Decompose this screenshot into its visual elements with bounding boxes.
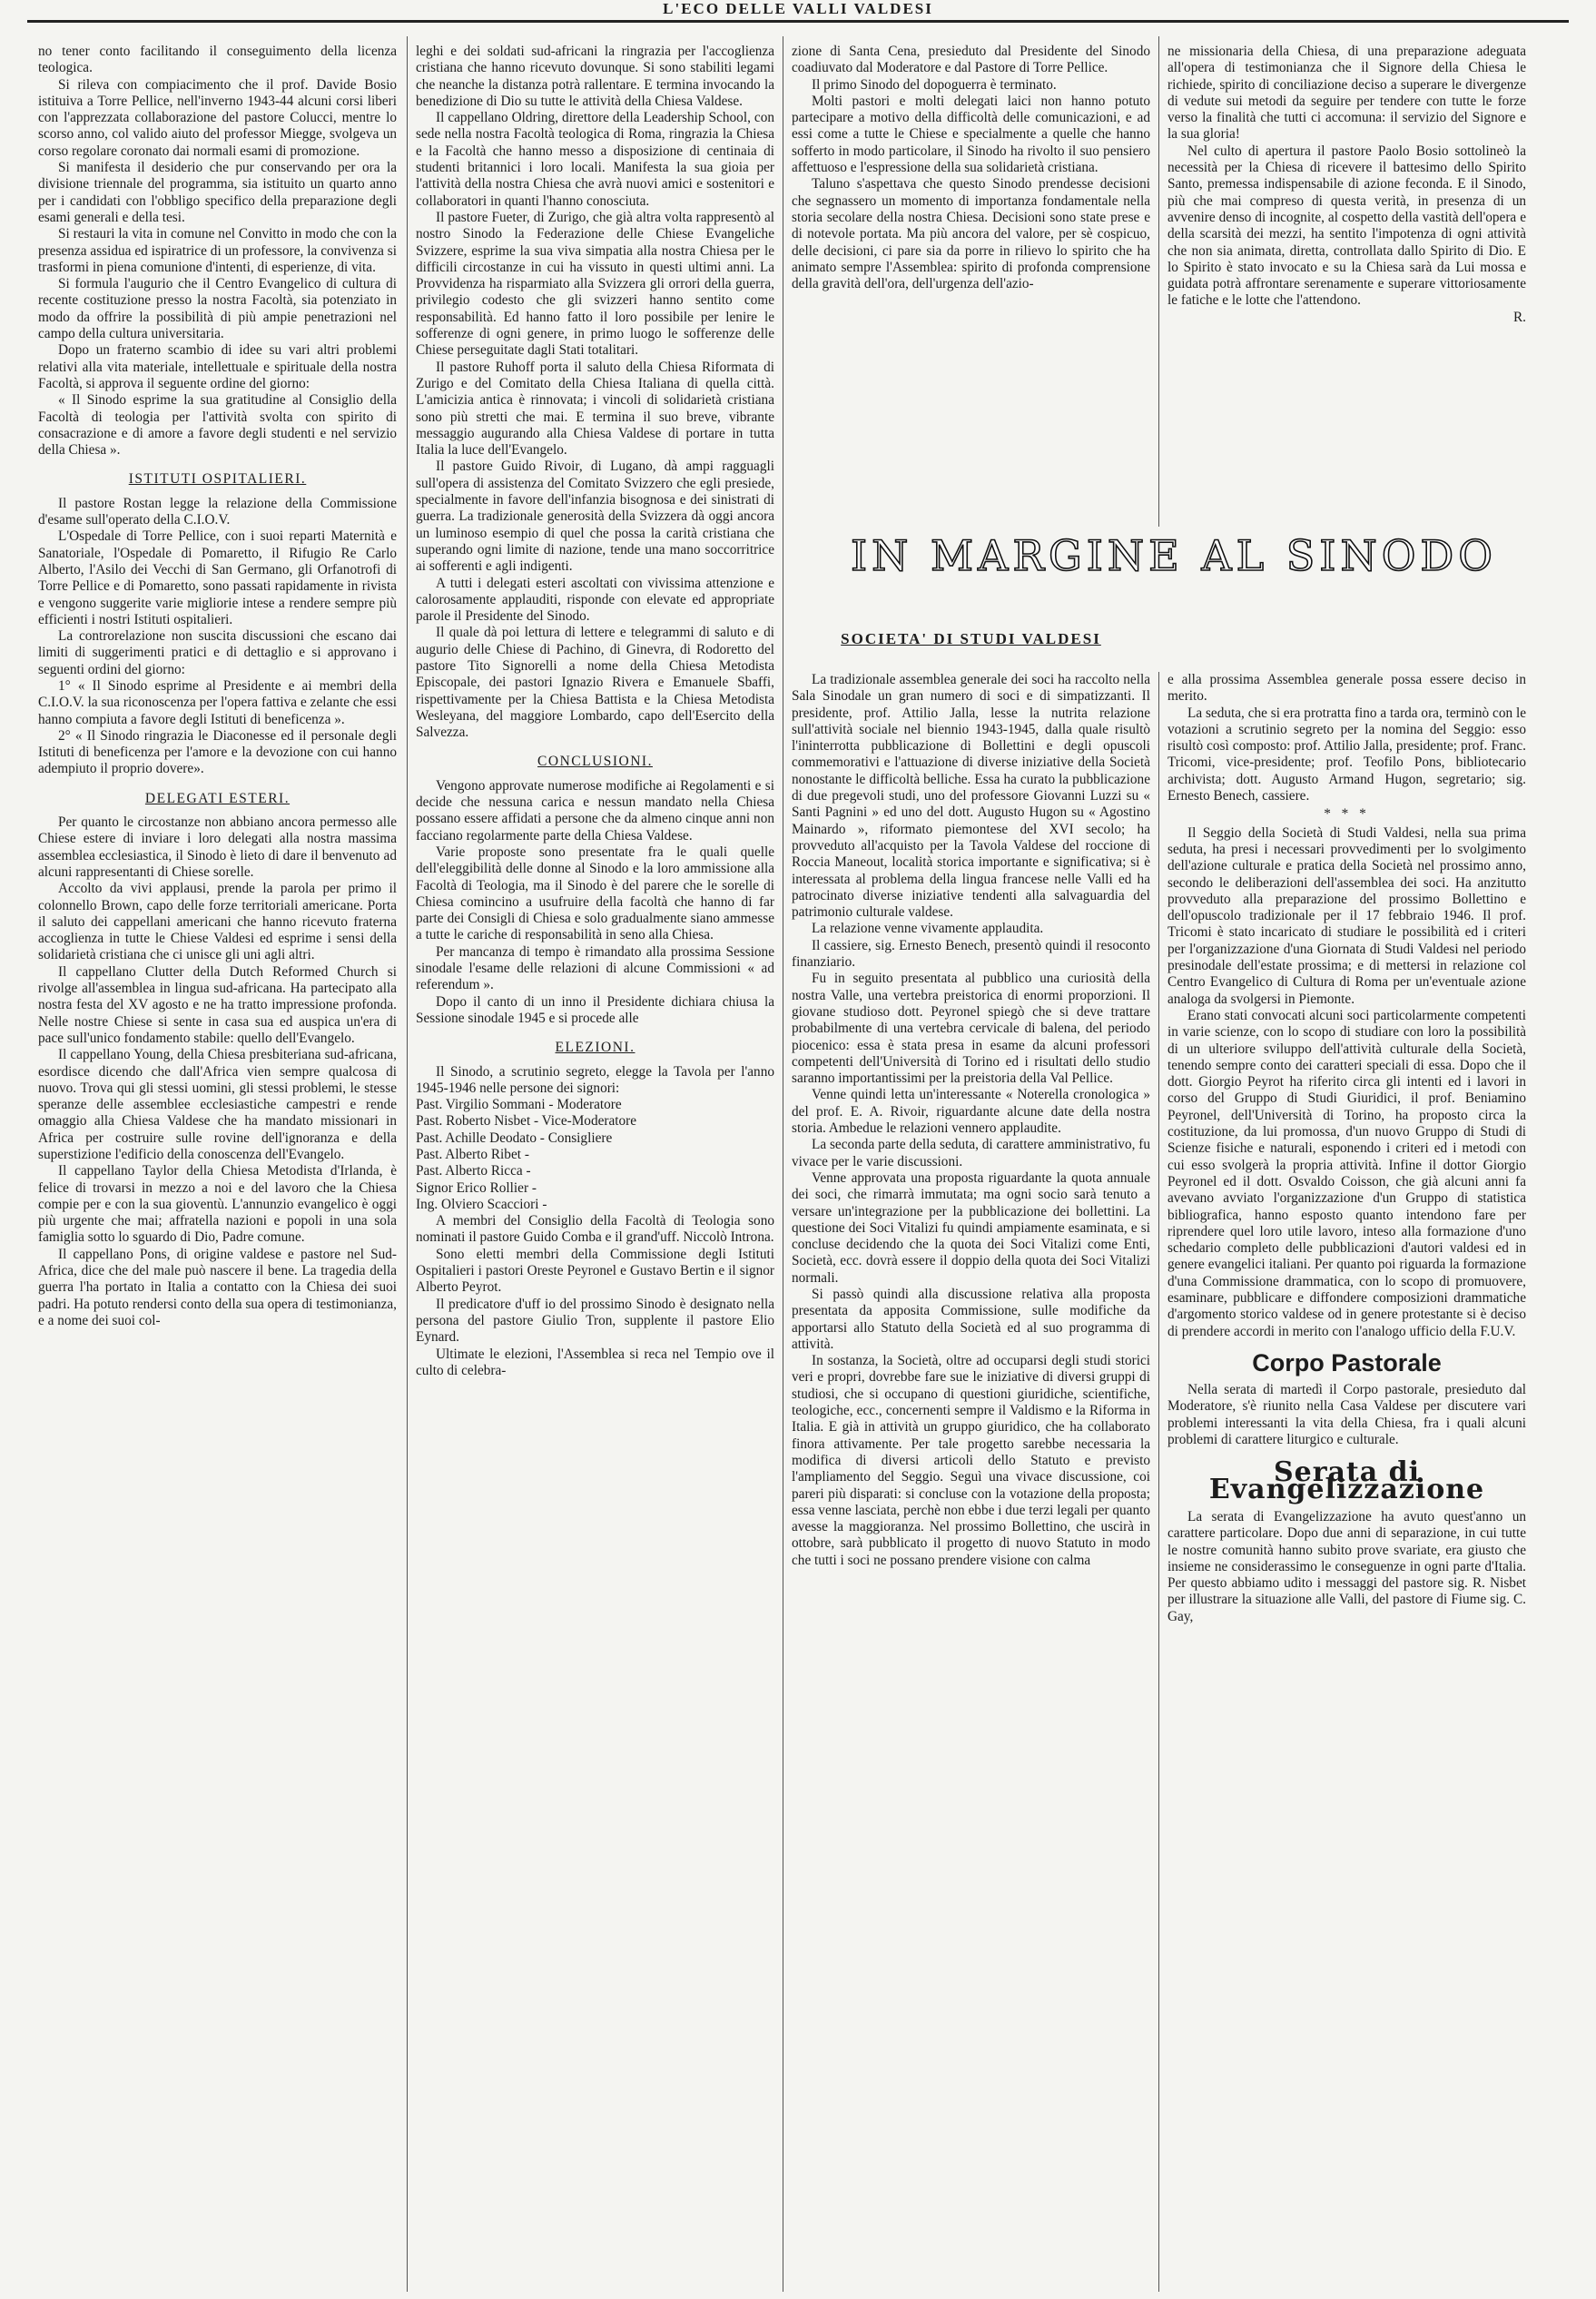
paragraph: Erano stati convocati alcuni soci particolarmente competenti in varie scienze, con lo scopo di studiare con loro la possibilità di un ulteriore sviluppo dell'attività culturale della Società, tenendo sempre conto dei caratteri speciali di essa. Dopo che il dott. Giorgio Peyrot ha riferito circa gli intenti ed i lavori in corso del Gruppo di Studi Giuridici, il prof. Beniamino Peyronel, dell'Università di Torino, ha proposto circa la costituzione, da lui promossa, d'un nuovo Gruppo di Studi di Scienze fisiche e naturali, esponendo i criteri ed i metodi con cui esso svolgerà la propria attività. Infine il dottor Giorgio Peyronel ed il dott. Osvaldo Coisson, che già alcuni anni fa avevano avviato l'organizzazione d'un Gruppo di statistica bibliografica, hanno esposto quanto intendono fare per riprendere quel loro utile lavoro, inteso alla formazione d'uno schedario completo delle pubblicazioni d'autori valdesi ed in genere evangelici italiani. Per quanto poi riguarda la formazione d'una Commissione drammatica, con lo scopo di promuovere, esaminare, pubblicare e diffondere composizioni drammatiche d'argomento storico valdese od in genere protestante si è deciso di prendere accordi in merito con l'analogo ufficio della F.U.V. <box>1167 1007 1526 1339</box>
paragraph: Venne approvata una proposta riguardante la quota annuale dei soci, che rimarrà immutata; ma ogni socio sarà tenuto a versare un'integrazione per la pubblicazione dei bollettini. La questione dei Soci Vitalizi fu quindi ampiamente esaminata, e si concluse decidendo che la quota dei Soci Vitalizi come Enti, Società, ecc. dovrà essere il doppio della quota dei Soci Vitalizi normali. <box>792 1169 1150 1286</box>
paragraph: La serata di Evangelizzazione ha avuto quest'anno un carattere particolare. Dopo due anni di separazione, in cui tutte le nostre comunità hanno subito prove svariate, era giusto che insieme ne considerassimo le conseguenze in ogni parte d'Italia. Per questo abbiamo udito i messaggi del pastore sig. R. Nisbet per illustrare la situazione alle Valli, del pastore di Fiume sig. C. Gay, <box>1167 1508 1526 1624</box>
paragraph: Dopo un fraterno scambio di idee su vari altri problemi relativi alla vita materiale, intellettuale e spirituale della nostra Facoltà, si approva il seguente ordine del giorno: <box>38 342 397 391</box>
section-heading: CONCLUSIONI. <box>537 754 653 770</box>
paragraph: no tener conto facilitando il conseguimento della licenza teologica. <box>38 44 397 76</box>
column-1 <box>38 44 397 2292</box>
paragraph: A tutti i delegati esteri ascoltati con vivissima attenzione e calorosamente applauditi, risponde con elevate ed appropriate parole il Presidente del Sinodo. <box>416 575 774 625</box>
paragraph: Per mancanza di tempo è rimandato alla prossima Sessione sinodale l'esame delle relazioni di alcune Commissioni « ad referendum ». <box>416 943 774 993</box>
paragraph: 1° « Il Sinodo esprime al Presidente e ai membri della C.I.O.V. la sua riconoscenza per l'opera fattiva e zelante che essi hanno compiuta a favore degli Istituti di beneficenza ». <box>38 677 397 727</box>
column-rule <box>407 36 408 2292</box>
paragraph: La relazione venne vivamente applaudita. <box>812 921 1044 937</box>
paragraph: Il primo Sinodo del dopoguerra è terminato. <box>812 76 1057 93</box>
paragraph: La controrelazione non suscita discussioni che escano dai limiti di suggerimenti pratici e di dettaglio e si approvano i seguenti ordini del giorno: <box>38 628 397 677</box>
list-item: Past. Alberto Ribet - <box>416 1147 529 1162</box>
paragraph: Per quanto le circostanze non abbiano ancora permesso alle Chiese estere di inviare i loro delegati alla nostra massima assemblea ecclesiastica, il Sinodo è lieto di dare il benvenuto ad alcuni rappresentanti di Chiese sorelle. <box>38 814 397 880</box>
list-item: Past. Alberto Ricca - <box>416 1163 531 1179</box>
list-item: Signor Erico Rollier - <box>416 1179 537 1196</box>
section-separator: * * * <box>1324 806 1370 823</box>
paragraph: Il pastore Rostan legge la relazione della Commissione d'esame sull'operato della C.I.O.V. <box>38 495 397 528</box>
paragraph: 2° « Il Sinodo ringrazia le Diaconesse ed il personale degli Istituti di beneficenza per l'amore e la devozione con cui hanno adempiuto il proprio dovere». <box>38 727 397 777</box>
paragraph: Si passò quindi alla discussione relativa alla proposta presentata da apposita Commissione, sulle modifiche da apportarsi allo Statuto della Società ed al suo programma di attività. <box>792 1286 1150 1352</box>
paragraph: Vengono approvate numerose modifiche ai Regolamenti e si decide che nessuna carica e nessun mandato nella Chiesa possano essere affidati a persone che da almeno cinque anni non facciano regolarmente parte della Chiesa Valdese. <box>416 777 774 844</box>
paragraph: ne missionaria della Chiesa, di una preparazione adeguata all'opera di testimonianza che il Signore della Chiesa le richiede, spirito di conciliazione deciso a superare le divergenze di vedute sui metodi da seguire per tendere con tutte le forze verso la finalità che tutti ci accomuna: il servizio del Signore e la sua gloria! <box>1167 44 1526 143</box>
paragraph: Il pastore Ruhoff porta il saluto della Chiesa Riformata di Zurigo e del Comitato della Chiesa Italiana di quella città. L'amicizia antica è rinnovata; i vincoli di solidarietà cristiana sono più stretti che mai. E termina il suo breve, vibrante messaggio augurando alla Chiesa Valdese di portare in tutta Italia la luce dell'Evangelo. <box>416 359 774 459</box>
list-item: Past. Roberto Nisbet - Vice-Moderatore <box>416 1113 637 1130</box>
paragraph: Il Seggio della Società di Studi Valdesi, nella sua prima seduta, ha presi i necessari provvedimenti per lo svolgimento dell'azione culturale e pratica della Società nel prossimo anno, secondo le deliberazioni dell'assemblea dei soci. Ha anzitutto provveduto alla preparazione del prossimo Bollettino e dell'opuscolo tradizionale per il 17 febbraio 1946. Il prof. Tricomi è stato incaricato di studiare le possibilità ed i criteri per l'organizzazione d'una Giornata di Studi Valdesi nel periodo presinodale dell'estate prossima; e di mettersi in relazione col Centro Evangelico di Cultura di Roma per un'eventuale azione analoga da svolgersi in Piemonte. <box>1167 824 1526 1007</box>
paragraph: Il cappellano Pons, di origine valdese e pastore nel Sud-Africa, dice che del male può nascere il bene. La tragedia della guerra l'ha portato in Italia a contatto con la Chiesa dei suoi padri. Ha potuto rendersi conto della sua opera di testimonianza, e a nome dei suoi col- <box>38 1246 397 1328</box>
paragraph: Si rileva con compiacimento che il prof. Davide Bosio istituiva a Torre Pellice, nell'inverno 1943-44 alcuni corsi liberi con l'apprezzata collaborazione del pastore Colucci, mentre lo scorso anno, col valido aiuto del professor Miegge, svolgeva un corso regolare coronato dai normali esami di promozione. <box>38 76 397 159</box>
paragraph: Il cappellano Oldring, direttore della Leadership School, con sede nella nostra Facoltà teologica di Roma, ringrazia la Chiesa e la Facoltà che hanno messo a disposizione di centinaia di studenti britannici i loro locali. Manifesta la sua gioia per l'attività della nostra Chiesa che avrà nuovi amici e sostenitori e collaboratori in quanti l'hanno conosciuta. <box>416 110 774 209</box>
list-item: Ing. Olviero Scacciori - <box>416 1196 547 1212</box>
serata-heading: Serata di Evangelizzazione <box>1208 1456 1485 1505</box>
paragraph: Si manifesta il desiderio che pur conservando per ora la divisione triennale del programma, sia istituito un quarto anno per i candidati con l'obbligo specifico della preparazione degli esami generali e della tesi. <box>38 160 397 225</box>
paragraph: Il Sinodo, a scrutinio segreto, elegge la Tavola per l'anno 1945-1946 nelle persone dei signori: <box>416 1063 774 1096</box>
signature: R. <box>1512 309 1526 325</box>
paragraph: Dopo il canto di un inno il Presidente dichiara chiusa la Sessione sinodale 1945 e si procede alle <box>416 993 774 1026</box>
paragraph: Il pastore Guido Rivoir, di Lugano, dà ampi ragguagli sull'opera di assistenza del Comitato Svizzero che egli presiede, specialmente in favore dell'infanzia bisognosa e dei sinistrati di guerra. La tradizionale generosità della Svizzera dà oggi ancora un luminoso esempio di quel che possa la carità cristiana che superando ogni limite di nazione, tende una mano soccorritrice ai sofferenti e agli indigenti. <box>416 459 774 575</box>
paragraph: Varie proposte sono presentate fra le quali quelle dell'eleggibilità delle donne al Sinodo e la loro ammissione alla Facoltà di Teologia, ma il Sinodo è del parere che le sorelle di Chiesa comincino a usufruire della facoltà che hanno di far parte dei Consigli di Chiesa e solo gradualmente siano ammesse a tutte le cariche di responsabilità in seno alla Chiesa. <box>416 844 774 943</box>
paragraph: Venne quindi letta un'interessante « Noterella cronologica » del prof. E. A. Rivoir, riguardante alcune date della nostra storia. Ambedue le relazioni vennero applaudite. <box>792 1087 1150 1137</box>
paragraph: Si restauri la vita in comune nel Convitto in modo che con la presenza assidua ed ispiratrice di un professore, la convivenza si trasformi in piena comunione d'intenti, di esperienze, di vita. <box>38 226 397 275</box>
paragraph: Ultimate le elezioni, l'Assemblea si reca nel Tempio ove il culto di celebra- <box>416 1346 774 1378</box>
section-heading: ELEZIONI. <box>555 1040 635 1056</box>
paragraph: Si formula l'augurio che il Centro Evangelico di cultura di recente costituzione presso la nostra Facoltà, sia potenziato in modo da offrire la possibilità di più ampie penetrazioni nel campo della cultura universitaria. <box>38 276 397 342</box>
main-headline: IN MARGINE AL SINODO <box>851 531 1497 580</box>
corpo-pastorale-heading: Corpo Pastorale <box>1252 1348 1442 1376</box>
paragraph: Il quale dà poi lettura di lettere e telegrammi di saluto e di augurio delle Chiese di Pachino, di Ginevra, di Rodoretto del pastore Tito Signorelli a nome della Chiesa Metodista Episcopale, dei pastori Ignazio Rivera e Emanuele Sbaffi, rispettivamente per la Chiesa Battista e la Chiesa Metodista Wesleyana, del maggiore Lombardo, capo dell'Esercito della Salvezza. <box>416 625 774 741</box>
paragraph: A membri del Consiglio della Facoltà di Teologia sono nominati il pastore Guido Comba e il grand'uff. Niccolò Introna. <box>416 1213 774 1246</box>
paragraph: Sono eletti membri della Commissione degli Istituti Ospitalieri i pastori Oreste Peyronel e Gustavo Bertin e il signor Alberto Peyrot. <box>416 1246 774 1296</box>
column-3-bottom <box>792 672 1150 2292</box>
paragraph: Il cappellano Taylor della Chiesa Metodista d'Irlanda, è felice di trovarsi in mezzo a noi e del lavoro che la Chiesa compie per e con la sua gioventù. L'annunzio evangelico è oggi più urgente che mai; affratella nazioni e popoli in una sola famiglia sotto lo sguardo di Dio, Padre comune. <box>38 1163 397 1246</box>
masthead-title: L'ECO DELLE VALLI VALDESI <box>663 0 933 17</box>
paragraph: « Il Sinodo esprime la sua gratitudine al Consiglio della Facoltà di teologia per l'attività svolta con spirito di consacrazione e di amore a favore degli studenti e nel servizio della Chiesa ». <box>38 392 397 459</box>
societa-heading: SOCIETA' DI STUDI VALDESI <box>841 630 1101 647</box>
paragraph: leghi e dei soldati sud-africani la ringrazia per l'accoglienza cristiana che hanno ricevuto dovunque. Si sono stabiliti legami che neanche la distanza potrà rallentare. E termina invocando la benedizione di Dio su tutte le attività della Chiesa Valdese. <box>416 44 774 109</box>
paragraph: Il cappellano Young, della Chiesa presbiteriana sud-africana, esordisce dicendo che dall'Africa vien sempre qualcosa di nuovo. Trova qui gli stessi uomini, gli stessi problemi, le stesse speranze delle assemblee ecclesiastiche campestri e rende omaggio alla Chiesa Valdese che ha mandato missionari in Africa per costruire sulle rovine dell'ignoranza e della superstizione l'edificio della conoscenza dell'Evangelo. <box>38 1047 397 1162</box>
paragraph: Il cappellano Clutter della Dutch Reformed Church si rivolge all'assemblea in lingua sud-africana. Ha partecipato alla nostra festa del XV agosto e ne ha tratto impressione profonda. Nelle nostre Chiese si sente in casa sua ed auspica un'era di pace sull'unico fondamento stabile: quello dell'Evangelo. <box>38 963 397 1046</box>
column-rule <box>1158 36 1159 527</box>
paragraph: Fu in seguito presentata al pubblico una curiosità della nostra Valle, una vertebra preistorica di enormi proporzioni. Il giovane studioso dott. Peyronel spiegò che si deve trattare probabilmente di una vertebra cervicale di balena, del periodo piocenico: essa è stata presa in esame da alcuni professori competenti dell'Università di Torino ed i risultati dello studio saranno importantissimi per la preistoria della Val Pellice. <box>792 971 1150 1087</box>
paragraph: Nel culto di apertura il pastore Paolo Bosio sottolineò la necessità per la Chiesa di ricevere il battesimo dello Spirito Santo, premessa indispensabile di azione feconda. E il Sinodo, più che mai compreso di questa verità, in presenza di un avvenire denso di incognite, al cospetto della vastità dell'opera e della scarsità dei mezzi, ha sentito l'impotenza di ogni attività che non sia animata, diretta, controllata dallo Spirito di Dio. E lo Spirito è stato invocato e su la Chiesa sarà da Lui mossa e guidata potrà affrontare serenamente e superare vittoriosamente le fatiche e le lotte che l'attendono. <box>1167 143 1526 309</box>
paragraph: Taluno s'aspettava che questo Sinodo prendesse decisioni che segnassero un momento di importanza fondamentale nella storia secolare della nostra Chiesa. Decisioni sono state prese e di notevole portata. Ma più ancora del valore, per sè cospicuo, delle decisioni, ci pare sia da porre in rilievo lo spirito che ha animato sempre l'Assemblea: spirito di profonda comprensione della gravità dell'ora, dell'urgenza dell'azio- <box>792 176 1150 292</box>
masthead <box>27 0 1569 23</box>
paragraph: Molti pastori e molti delegati laici non hanno potuto partecipare a motivo della difficoltà delle comunicazioni, e ad essi come a tutte le Chiese e specialmente a quelle che hanno sofferto in modo particolare, il Sinodo ha rivolto il suo pensiero affettuoso e l'espressione della sua solidarietà cristiana. <box>792 93 1150 176</box>
list-item: Past. Achille Deodato - Consigliere <box>416 1130 613 1146</box>
section-heading: DELEGATI ESTERI. <box>144 790 291 806</box>
section-heading: ISTITUTI OSPITALIERI. <box>128 471 307 488</box>
paragraph: Il cassiere, sig. Ernesto Benech, presentò quindi il resoconto finanziario. <box>792 937 1150 971</box>
column-4-bottom <box>1167 672 1526 2292</box>
paragraph: La seconda parte della seduta, di carattere amministrativo, fu vivace per le varie discussioni. <box>792 1137 1150 1169</box>
paragraph: In sostanza, la Società, oltre ad occuparsi degli studi storici veri e propri, dovrebbe fare sue le iniziative di diversi gruppi di studiosi, che si occupano di questioni giuridiche, scientifiche, teologiche, ecc., concernenti sempre il Valdismo e la Riforma in Italia. E già in attività un gruppo giuridico, che ha collaborato finora attivamente. Per tale progetto sarebbe necessaria la modifica di diversi articoli dello Statuto e previsto l'ampliamento del Seggio. Seguì una vivace discussione, coi pareri più disparati: si concluse con la votazione della proposta; essa venne lasciata, perchè non ebbe i due terzi legali per quanto avesse la maggioranza. Nel prossimo Bollettino, che uscirà in ottobre, sarà pubblicato il progetto di nuovo Statuto in modo che tutti i soci ne possano prendere visione con calma <box>792 1353 1150 1568</box>
paragraph: zione di Santa Cena, presieduto dal Presidente del Sinodo coadiuvato dal Moderatore e dal Pastore di Torre Pellice. <box>792 44 1150 76</box>
paragraph: La tradizionale assemblea generale dei soci ha raccolto nella Sala Sinodale un gran numero di soci e di simpatizzanti. Il presidente, prof. Attilio Jalla, lesse la nutrita relazione sull'attività sociale nel biennio 1943-1945, dalla quale risultò l'ininterrotta pubblicazione di Bollettini e degli opuscoli commemorativi e l'attuazione di diverse iniziative della Società nonostante le difficoltà belliche. Essa ha curato la pubblicazione di due pregevoli studi, uno del professore Giovanni Luzzi su « Santi Pagnini » ed uno del dott. Augusto Hugon su « Agostino Mainardo », riformato piemontese del XVI secolo; ha provveduto all'acquisto per la Tavola Valdese del roccione di Roccia Maneout, località storica importante e significativa; si è interessata al problema della lingua francese nelle Valli ed ha patrocinato diverse iniziative tendenti alla salvaguardia del patrimonio culturale valdese. <box>792 672 1150 921</box>
column-2 <box>416 44 774 2292</box>
paragraph: Accolto da vivi applausi, prende la parola per primo il colonnello Brown, capo delle forze territoriali americane. Porta il saluto dei cappellani americani che hanno ricevuto fraterna accoglienza in tutte le Chiese Valdesi ed esprime i sensi della solidarietà cristiana che ci unisce gli uni agli altri. <box>38 881 397 963</box>
paragraph: Nella serata di martedì il Corpo pastorale, presieduto dal Moderatore, s'è riunito nella Casa Valdese per discutere vari problemi interessanti la vita della Chiesa, fra i quali alcuni problemi di carattere liturgico e culturale. <box>1167 1382 1526 1448</box>
paragraph: L'Ospedale di Torre Pellice, con i suoi reparti Maternità e Sanatoriale, l'Ospedale di Pomaretto, il Rifugio Re Carlo Alberto, l'Asilo dei Vecchi di San Germano, gli Orfanotrofi di Torre Pellice e di Pomaretto, sono passati rapidamente in rivista e vengono suggerite varie migliorie intese a rendere sempre più efficienti i nostri Istituti ospitalieri. <box>38 528 397 627</box>
list-item: Past. Virgilio Sommani - Moderatore <box>416 1097 622 1113</box>
paragraph: La seduta, che si era protratta fino a tarda ora, terminò con le votazioni a scrutinio segreto per la nomina del Seggio: esso risultò così composto: prof. Attilio Jalla, presidente; prof. Franc. Tricomi, vice-presidente; prof. Teofilo Pons, bibliotecario archivista; dott. Augusto Armand Hugon, segretario; sig. Ernesto Benech, cassiere. <box>1167 705 1526 804</box>
paragraph: Il predicatore d'uff io del prossimo Sinodo è designato nella persona del pastore Giulio Tron, supplente il pastore Elio Eynard. <box>416 1296 774 1346</box>
paragraph: Il pastore Fueter, di Zurigo, che già altra volta rappresentò al nostro Sinodo la Federazione delle Chiese Evangeliche Svizzere, esprime la sua viva simpatia alla nostra Chiesa per le difficili circostanze in cui ha vissuto in questi ultimi anni. La Provvidenza ha risparmiato alla Svizzera gli orrori della guerra, privilegio codesto che gli svizzeri hanno sentito come responsabilità. Ed hanno fatto il loro possibile per lenire le sofferenze di ogni genere, in primo luogo le sofferenze delle Chiese perseguitate dagli Stati totalitari. <box>416 209 774 359</box>
column-rule <box>1158 672 1159 2292</box>
paragraph: e alla prossima Assemblea generale possa essere deciso in merito. <box>1167 672 1526 705</box>
